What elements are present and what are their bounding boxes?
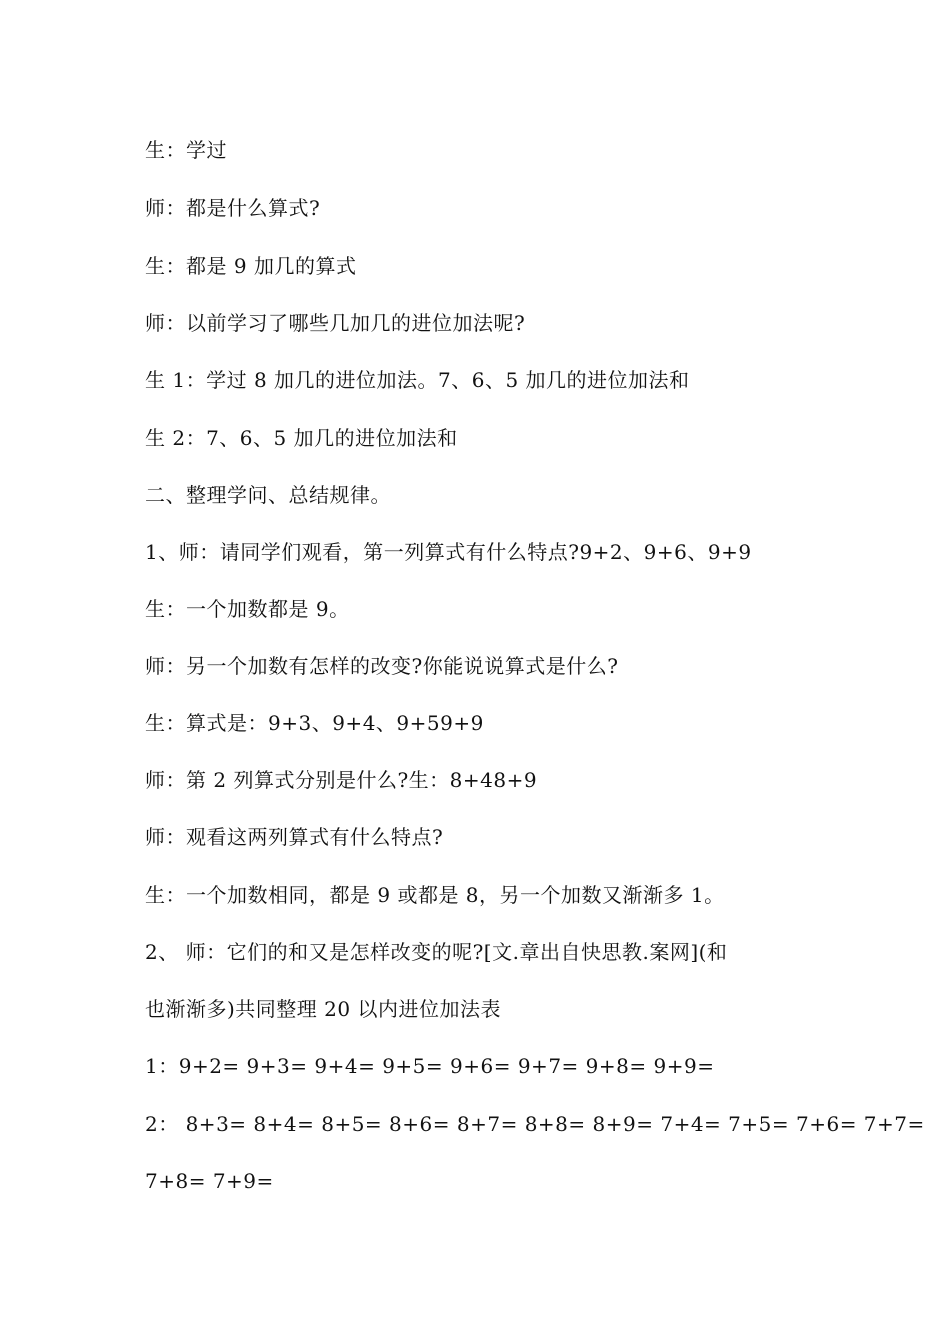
text-line: 师：都是什么算式? bbox=[145, 196, 321, 220]
equation-row: 7+8= 7+9= bbox=[145, 1169, 274, 1193]
text-line: 生：算式是：9+3、9+4、9+59+9 bbox=[145, 711, 484, 735]
text-line: 生 1：学过 8 加几的进位加法。7、6、5 加几的进位加法和 bbox=[145, 368, 690, 392]
equation-row: 2： 8+3= 8+4= 8+5= 8+6= 8+7= 8+8= 8+9= 7+4= 7+5= 7+6= 7+7= bbox=[145, 1112, 925, 1136]
equation-row: 1：9+2= 9+3= 9+4= 9+5= 9+6= 9+7= 9+8= 9+9= bbox=[145, 1054, 715, 1078]
text-line: 生：一个加数都是 9。 bbox=[145, 597, 350, 621]
text-line: 生：一个加数相同，都是 9 或都是 8，另一个加数又渐渐多 1。 bbox=[145, 883, 725, 907]
text-line: 生：都是 9 加几的算式 bbox=[145, 254, 357, 278]
text-line: 生 2：7、6、5 加几的进位加法和 bbox=[145, 426, 458, 450]
text-line: 师：第 2 列算式分别是什么?生：8+48+9 bbox=[145, 768, 538, 792]
text-line: 师：另一个加数有怎样的改变?你能说说算式是什么? bbox=[145, 654, 619, 678]
text-line: 生：学过 bbox=[145, 138, 227, 162]
text-line: 师：观看这两列算式有什么特点? bbox=[145, 825, 444, 849]
section-heading: 二、整理学问、总结规律。 bbox=[145, 483, 391, 507]
text-line: 师：以前学习了哪些几加几的进位加法呢? bbox=[145, 311, 526, 335]
text-line: 也渐渐多)共同整理 20 以内进位加法表 bbox=[145, 997, 501, 1021]
text-line: 1、师：请同学们观看，第一列算式有什么特点?9+2、9+6、9+9 bbox=[145, 540, 752, 564]
text-line: 2、 师：它们的和又是怎样改变的呢?[文.章出自快思教.案网](和 bbox=[145, 940, 728, 964]
